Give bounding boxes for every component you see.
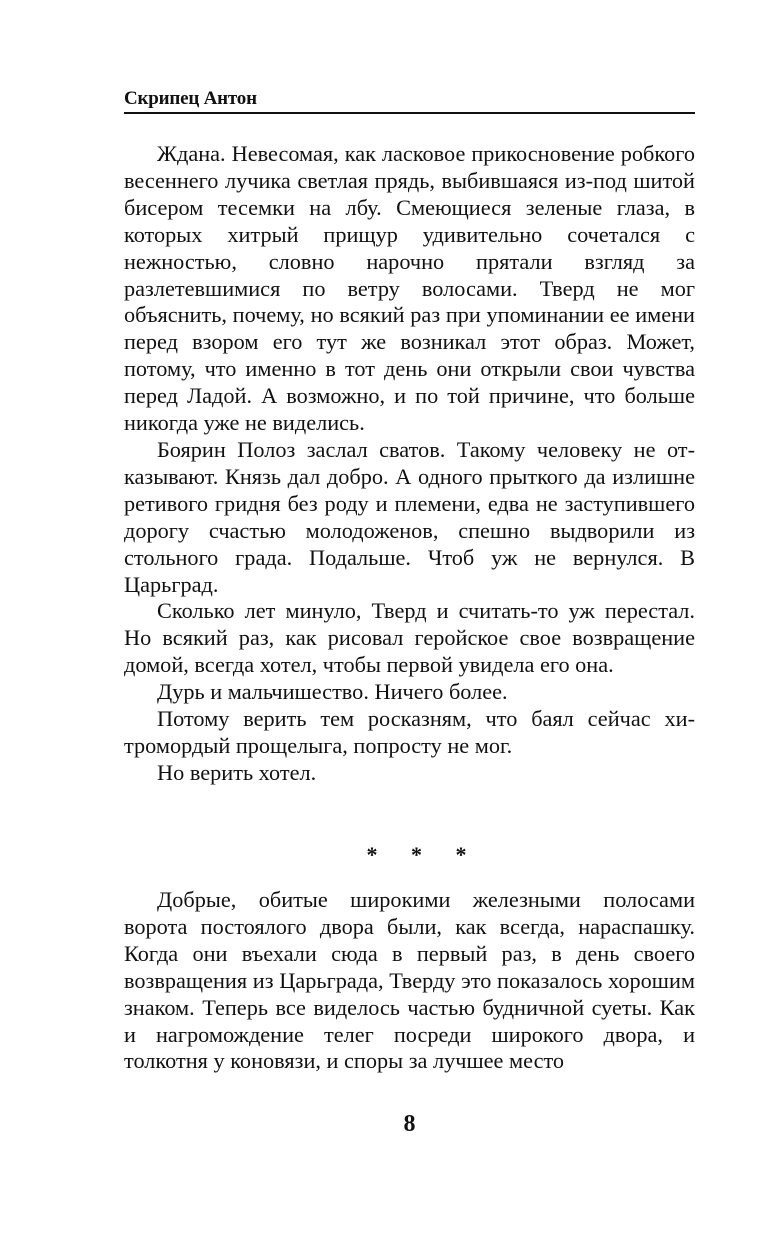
paragraph-zhdana: Ждана. Невесомая, как ласковое прикосновение робкого весеннего лучика светлая прядь, выбившаяся из-под шитой бисером тесемки на лбу. Смеющиеся зеленые глаза, в которых хитрый прищур удивительно сочетался с нежностью, словно нарочно прятали взгляд за разлетевшимися по ветру волосами. Тверд не мог объяснить, почему, но всякий раз при упоминании ее имени перед взором его тут же возникал этот образ. Может, потому, что именно в тот день они открыли свои чувства перед Ладой. А возможно, и по той причине, что больше никогда уже не виделись. <box>124 141 695 436</box>
paragraph-dur: Дурь и мальчишество. Ничего более. <box>157 679 508 705</box>
section-separator: * * * <box>366 842 481 867</box>
page-number: 8 <box>403 1111 416 1137</box>
main-text-block <box>124 141 695 787</box>
paragraph-skolko-let: Сколько лет минуло, Тверд и считать-то уж перестал. Но всякий раз, как рисовал геройское свое возвращение домой, всегда хотел, чтобы первой увидела его она. <box>124 598 695 678</box>
second-text-block <box>124 887 695 1075</box>
author-name: Скрипец Антон <box>124 88 257 109</box>
paragraph-no-verit: Но верить хотел. <box>157 759 317 785</box>
running-header <box>124 88 695 114</box>
paragraph-dobrye: Добрые, обитые широкими железными полосами ворота постоялого двора были, как всегда, нараспашку. Когда они въехали сюда в первый раз, в день своего возвращения из Царьграда, Тверду это показалось хорошим знаком. Теперь все виделось частью будничной суеты. Как и нагромождение телег посреди широкого двора, и толкотня у коновязи, и споры за лучшее место <box>124 887 695 1074</box>
paragraph-potomu: Потому верить тем росказням, что баял сейчас хитромордый прощелыга, попросту не мог. <box>124 706 695 758</box>
paragraph-boyarin: Боярин Полоз заслал сватов. Такому человеку не отказывают. Князь дал добро. А одного прыткого да излишне ретивого гридня без роду и племени, едва не заступившего дорогу счастью молодоженов, спешно выдворили из стольного града. Подальше. Чтоб уж не вернулся. В Царьград. <box>124 436 695 597</box>
